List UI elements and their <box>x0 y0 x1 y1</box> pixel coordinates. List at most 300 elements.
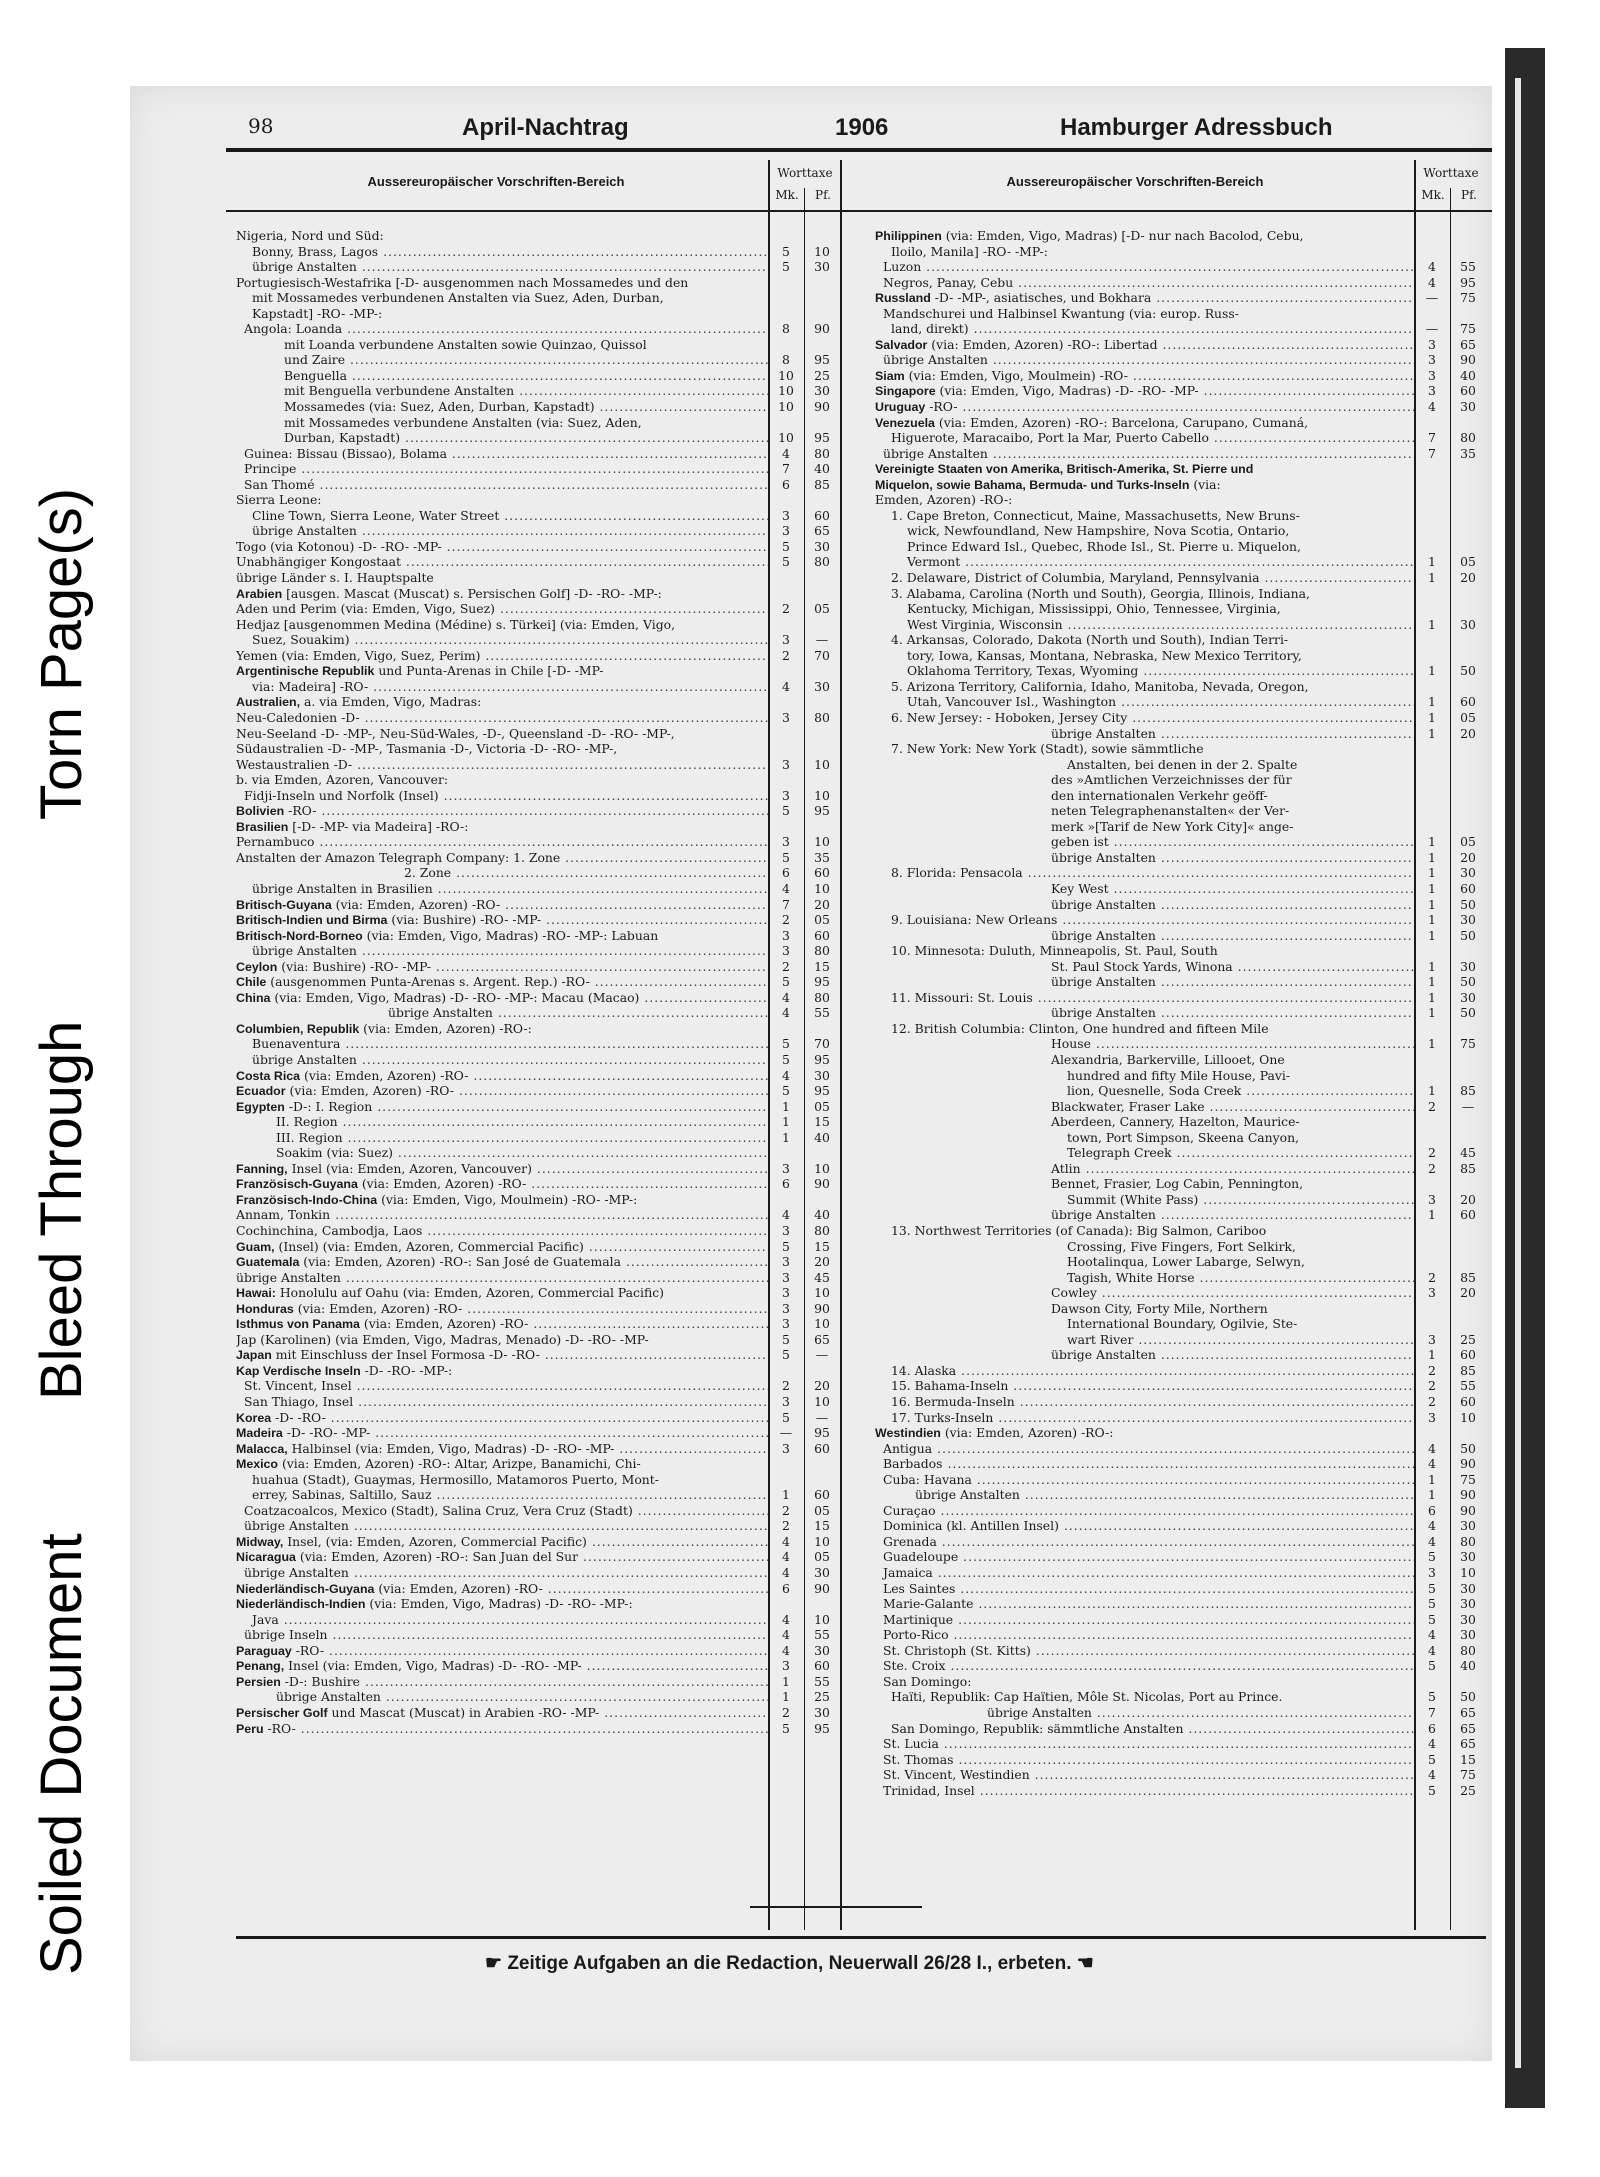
right-entry-mk <box>1414 757 1450 773</box>
left-entry-text: mit Mossamedes verbundene Anstalten (via: Suez, Aden, <box>284 414 642 430</box>
left-entry-text: übrige Länder s. I. Hauptspalte <box>236 570 434 586</box>
right-entry-mk: 2 <box>1428 1145 1436 1161</box>
left-entry-text: Hedjaz [ausgenommen Medina (Médine) s. Türkei] (via: Emden, Vigo, <box>236 616 676 632</box>
left-table-row <box>236 1145 840 1161</box>
right-entry-pf: 30 <box>1460 958 1476 974</box>
left-entry-mk: 2 <box>782 1518 790 1534</box>
left-entry-pf <box>804 337 840 353</box>
left-table-row <box>236 928 840 944</box>
left-entry-pf: 95 <box>814 1051 830 1067</box>
left-table-row <box>236 1627 840 1643</box>
left-entry-text: Soakim (via: Suez) ..... <box>236 1145 768 1161</box>
right-entry-pf: 45 <box>1460 1145 1476 1161</box>
left-entry-text: übrige Anstalten ..... <box>236 523 768 539</box>
right-entry-mk: 1 <box>1428 865 1436 881</box>
left-entry-text: Neu-Caledonien -D- ..... <box>236 710 768 726</box>
left-entry-mk: 3 <box>782 1394 790 1410</box>
left-entry-pf: 20 <box>814 896 830 912</box>
right-entry-text: 2. Delaware, District of Columbia, Maryland, Pennsylvania ..... <box>875 570 1414 586</box>
left-entry-mk <box>768 1192 804 1208</box>
right-entry-text: Atlin ..... <box>875 1161 1414 1177</box>
left-entry-text: Benguella ..... <box>236 368 768 384</box>
right-entry-text: 13. Northwest Territories (of Canada): Big Salmon, Cariboo <box>891 1223 1267 1238</box>
right-entry-text: Bennet, Frasier, Log Cabin, Pennington, <box>1051 1176 1304 1192</box>
right-entry-pf <box>1450 477 1486 493</box>
right-entry-mk <box>1414 461 1450 477</box>
left-entry-mk: 6 <box>782 865 790 881</box>
left-entry-pf: 35 <box>814 849 830 865</box>
right-entry-text: übrige Anstalten ..... <box>875 850 1414 866</box>
left-entry-mk: 2 <box>782 1704 790 1720</box>
right-entry-text: wart River ..... <box>875 1332 1414 1348</box>
left-table-row <box>236 554 840 570</box>
left-entry-pf: — <box>815 632 829 648</box>
right-entry-mk <box>1414 632 1450 648</box>
left-table-row <box>236 974 840 990</box>
right-entry-text: übrige Anstalten ..... <box>875 1207 1414 1223</box>
left-entry-text: übrige Inseln ..... <box>236 1627 768 1643</box>
right-entry-mk <box>1414 1239 1450 1255</box>
right-entry-mk: 3 <box>1428 1565 1436 1581</box>
left-entry-pf: 05 <box>814 1502 830 1518</box>
left-entry-pf: 30 <box>814 259 830 275</box>
right-table-row <box>875 1643 1486 1659</box>
left-entry-pf <box>804 586 840 602</box>
right-table-row <box>875 617 1486 633</box>
right-entry-text: Venezuela (via: Emden, Azoren) -RO-: Barcelona, Carupano, Cumaná, <box>875 414 1309 430</box>
right-entry-text: Uruguay -RO- ..... <box>875 399 1414 415</box>
left-entry-pf: 10 <box>814 243 830 259</box>
left-entry-mk: 5 <box>782 1083 790 1099</box>
left-entry-text: Anstalten der Amazon Telegraph Company: 1. Zone ..... <box>236 850 768 866</box>
right-entry-mk: 5 <box>1428 1580 1436 1596</box>
left-entry-pf: 95 <box>814 430 830 446</box>
right-table-row <box>875 959 1486 975</box>
left-entry-pf <box>804 1363 840 1379</box>
right-table-row <box>875 928 1486 944</box>
right-entry-text: 10. Minnesota: Duluth, Minneapolis, St. Paul, South <box>891 943 1218 959</box>
left-entry-pf: 10 <box>814 1160 830 1176</box>
right-entry-mk: 1 <box>1428 1207 1436 1223</box>
left-entry-mk <box>768 617 804 633</box>
left-entry-mk <box>768 586 804 602</box>
left-entry-pf: 10 <box>814 787 830 803</box>
right-entry-pf: 05 <box>1460 834 1476 850</box>
left-entry-pf: 65 <box>814 523 830 539</box>
right-entry-mk: 2 <box>1428 1394 1436 1410</box>
right-entry-mk: 5 <box>1428 1751 1436 1767</box>
right-table-row <box>875 1596 1486 1612</box>
left-entry-text: Penang, Insel (via: Emden, Vigo, Madras) -D- -RO- -MP- ..... <box>236 1658 768 1674</box>
left-entry-text: Isthmus von Panama (via: Emden, Azoren) -RO- ..... <box>236 1316 768 1332</box>
right-entry-text: Telegraph Creek ..... <box>875 1145 1414 1161</box>
left-entry-text: Fanning, Insel (via: Emden, Azoren, Vancouver) ..... <box>236 1161 768 1177</box>
left-entry-pf <box>804 663 840 679</box>
left-entry-mk: 3 <box>782 1316 790 1332</box>
left-entry-mk: 3 <box>782 927 790 943</box>
right-table-row <box>875 446 1486 462</box>
right-entry-text: St. Paul Stock Yards, Winona ..... <box>875 959 1414 975</box>
right-entry-text: Luzon ..... <box>875 259 1414 275</box>
left-entry-mk: 1 <box>782 1098 790 1114</box>
left-entry-text: Korea -D- -RO- ..... <box>236 1410 768 1426</box>
left-entry-text: Java ..... <box>236 1612 768 1628</box>
left-table-row <box>236 1689 840 1705</box>
right-table-row <box>875 306 1486 322</box>
right-entry-pf: 30 <box>1460 616 1476 632</box>
right-entry-pf <box>1450 1223 1486 1239</box>
right-entry-pf <box>1450 508 1486 524</box>
right-table-row <box>875 1612 1486 1628</box>
left-entry-pf: 60 <box>814 507 830 523</box>
left-entry-mk: 3 <box>782 943 790 959</box>
left-entry-pf: 95 <box>814 1083 830 1099</box>
column-header-rule <box>226 210 1492 212</box>
left-entry-pf: 15 <box>814 958 830 974</box>
left-entry-pf: 05 <box>814 1098 830 1114</box>
right-table-row <box>875 1627 1486 1643</box>
footer-notice: ☛ Zeitige Aufgaben an die Redaction, Neuerwall 26/28 I., erbeten. ☚ <box>485 1953 1094 1974</box>
right-entry-mk <box>1414 492 1450 508</box>
right-entry-text: Porto-Rico ..... <box>875 1627 1414 1643</box>
right-entry-text: Barbados ..... <box>875 1456 1414 1472</box>
left-table-row <box>236 881 840 897</box>
left-entry-mk: 3 <box>782 834 790 850</box>
left-entry-text: St. Vincent, Insel ..... <box>236 1378 768 1394</box>
right-entry-pf: 10 <box>1460 1409 1476 1425</box>
right-entry-mk: — <box>1425 290 1439 306</box>
right-entry-pf <box>1450 1176 1486 1192</box>
right-entry-text: 4. Arkansas, Colorado, Dakota (North und South), Indian Terri- <box>891 632 1289 648</box>
right-entry-text: 14. Alaska ..... <box>875 1363 1414 1379</box>
left-entry-pf: 30 <box>814 1704 830 1720</box>
left-entry-text: Cline Town, Sierra Leone, Water Street ..... <box>236 508 768 524</box>
left-entry-mk: 5 <box>782 803 790 819</box>
right-table-row <box>875 1378 1486 1394</box>
right-entry-text: Siam (via: Emden, Vigo, Moulmein) -RO- ..... <box>875 368 1414 384</box>
left-entry-mk: 10 <box>778 399 794 415</box>
left-entry-pf: 80 <box>814 989 830 1005</box>
right-entry-text: San Domingo: <box>883 1673 972 1689</box>
left-table-row <box>236 1021 840 1037</box>
right-entry-pf: 10 <box>1460 1565 1476 1581</box>
right-entry-pf: 25 <box>1460 1782 1476 1798</box>
left-table-row <box>236 601 840 617</box>
right-table-row <box>875 337 1486 353</box>
right-entry-mk: 1 <box>1428 958 1436 974</box>
left-entry-pf: 80 <box>814 445 830 461</box>
right-entry-pf: 60 <box>1460 1394 1476 1410</box>
right-entry-text: West Virginia, Wisconsin ..... <box>875 617 1414 633</box>
right-entry-text: übrige Anstalten ..... <box>875 352 1414 368</box>
left-entry-pf: 30 <box>814 1642 830 1658</box>
left-entry-text: Guatemala (via: Emden, Azoren) -RO-: San José de Guatemala ..... <box>236 1254 768 1270</box>
left-entry-mk: 3 <box>782 1160 790 1176</box>
right-entry-mk: 1 <box>1428 834 1436 850</box>
left-entry-pf <box>804 1021 840 1037</box>
left-entry-mk: 2 <box>782 601 790 617</box>
left-entry-pf: 40 <box>814 1207 830 1223</box>
adjacent-page-edge <box>1505 48 1545 2108</box>
left-table-row <box>236 1130 840 1146</box>
right-table-row <box>875 1021 1486 1037</box>
right-entry-mk: 5 <box>1428 1689 1436 1705</box>
right-entry-pf: 35 <box>1460 445 1476 461</box>
left-table-row <box>236 352 840 368</box>
left-table-row <box>236 228 840 244</box>
right-entry-pf: 55 <box>1460 259 1476 275</box>
left-entry-mk: 3 <box>782 1223 790 1238</box>
right-entry-pf: 30 <box>1460 399 1476 415</box>
right-entry-mk <box>1414 1068 1450 1084</box>
left-table-row <box>236 1036 840 1052</box>
left-entry-text: Persischer Golf und Mascat (Muscat) in Arabien -RO- -MP- ..... <box>236 1705 768 1721</box>
left-table-row <box>236 1301 840 1317</box>
right-table-row <box>875 1083 1486 1099</box>
right-entry-text: übrige Anstalten ..... <box>875 1005 1414 1021</box>
left-entry-mk: 8 <box>782 321 790 337</box>
right-table-row <box>875 554 1486 570</box>
right-table-row <box>875 1534 1486 1550</box>
right-table-row <box>875 1068 1486 1084</box>
right-entry-text: Aberdeen, Cannery, Hazelton, Maurice- <box>1051 1114 1300 1130</box>
left-table-row <box>236 383 840 399</box>
left-table-row <box>236 275 840 291</box>
right-table-row <box>875 788 1486 804</box>
left-entry-text: Jap (Karolinen) (via Emden, Vigo, Madras, Menado) -D- -RO- -MP- <box>236 1331 649 1347</box>
left-table-row <box>236 1176 840 1192</box>
left-entry-pf: 10 <box>814 1316 830 1332</box>
right-entry-pf: 75 <box>1460 1036 1476 1052</box>
left-entry-mk: 4 <box>782 1627 790 1643</box>
left-entry-mk: 4 <box>782 989 790 1005</box>
left-entry-pf: 70 <box>814 1036 830 1052</box>
left-entry-pf: 10 <box>814 1285 830 1301</box>
right-entry-pf: 20 <box>1460 570 1476 586</box>
right-table-row <box>875 1036 1486 1052</box>
right-entry-mk: 1 <box>1428 1083 1436 1099</box>
right-table-row <box>875 865 1486 881</box>
left-pf-header: Pf. <box>815 188 831 202</box>
right-entry-pf <box>1450 1021 1486 1037</box>
left-entry-pf: 10 <box>814 834 830 850</box>
right-table-row <box>875 897 1486 913</box>
left-table-row <box>236 1565 840 1581</box>
left-table-row <box>236 679 840 695</box>
right-entry-text: tory, Iowa, Kansas, Montana, Nebraska, New Mexico Territory, <box>907 647 1302 663</box>
left-entry-text: Costa Rica (via: Emden, Azoren) -RO- ..... <box>236 1068 768 1084</box>
left-entry-pf: 80 <box>814 1223 830 1238</box>
right-entry-mk <box>1414 943 1450 959</box>
left-entry-text: Sierra Leone: <box>236 492 322 508</box>
right-entry-text: San Domingo, Republik: sämmtliche Anstalten ..... <box>875 1721 1414 1737</box>
left-entry-mk: 5 <box>782 243 790 259</box>
left-table-row <box>236 306 840 322</box>
left-entry-pf <box>804 415 840 431</box>
left-table-row <box>236 1239 840 1255</box>
right-table-row <box>875 1394 1486 1410</box>
right-entry-text: Dominica (kl. Antillen Insel) ..... <box>875 1518 1414 1534</box>
left-table-row <box>236 648 840 664</box>
right-entry-text: lion, Quesnelle, Soda Creek ..... <box>875 1083 1414 1099</box>
left-entry-mk: 4 <box>782 880 790 896</box>
left-entry-pf: 25 <box>814 367 830 383</box>
right-entry-mk <box>1414 741 1450 757</box>
right-entry-mk: 2 <box>1428 1160 1436 1176</box>
right-table-row <box>875 492 1486 508</box>
right-entry-text: Tagish, White Horse ..... <box>875 1270 1414 1286</box>
right-table-row <box>875 1456 1486 1472</box>
right-entry-pf: 30 <box>1460 865 1476 881</box>
left-entry-text: Arabien [ausgen. Mascat (Muscat) s. Persischen Golf] -D- -RO- -MP-: <box>236 585 662 601</box>
right-table-row <box>875 726 1486 742</box>
left-table-row <box>236 461 840 477</box>
right-table-row <box>875 741 1486 757</box>
right-entry-mk: 1 <box>1428 1471 1436 1487</box>
right-entry-text: Antigua ..... <box>875 1441 1414 1457</box>
right-entry-mk <box>1414 1052 1450 1068</box>
right-entry-mk: 4 <box>1428 1533 1436 1549</box>
left-entry-text: Pernambuco ..... <box>236 834 768 850</box>
right-entry-pf: 75 <box>1460 321 1476 337</box>
right-table-row <box>875 1425 1486 1441</box>
left-entry-mk <box>768 772 804 788</box>
right-table-column <box>875 228 1486 1798</box>
left-table-row <box>236 726 840 742</box>
left-table-row <box>236 1005 840 1021</box>
left-table-row <box>236 1223 840 1239</box>
left-entry-pf <box>804 617 840 633</box>
pointing-hand-icon-right: ☚ <box>1071 1953 1094 1974</box>
right-table-row <box>875 352 1486 368</box>
right-entry-mk: 1 <box>1428 1005 1436 1021</box>
right-entry-pf: 80 <box>1460 1533 1476 1549</box>
right-entry-text: Crossing, Five Fingers, Fort Selkirk, <box>1067 1238 1296 1254</box>
left-entry-mk: 3 <box>782 1658 790 1674</box>
left-entry-mk: 3 <box>782 632 790 648</box>
left-table-row <box>236 663 840 679</box>
right-entry-pf <box>1450 586 1486 602</box>
right-table-row <box>875 1472 1486 1488</box>
left-entry-mk <box>768 1021 804 1037</box>
left-entry-mk <box>768 570 804 586</box>
right-entry-mk: 1 <box>1428 974 1436 990</box>
left-entry-pf: 95 <box>814 803 830 819</box>
right-entry-text: 9. Louisiana: New Orleans ..... <box>875 912 1414 928</box>
left-entry-text: Persien -D-: Bushire ..... <box>236 1674 768 1690</box>
left-table-row <box>236 1347 840 1363</box>
left-table-row <box>236 1674 840 1690</box>
right-entry-mk: 3 <box>1428 1331 1436 1347</box>
left-table-row <box>236 415 840 431</box>
pointing-hand-icon-left: ☛ <box>485 1953 508 1974</box>
right-table-row <box>875 259 1486 275</box>
right-table-row <box>875 383 1486 399</box>
right-entry-text: 15. Bahama-Inseln ..... <box>875 1378 1414 1394</box>
left-entry-mk: 4 <box>782 1005 790 1021</box>
right-entry-text: St. Christoph (St. Kitts) ..... <box>875 1643 1414 1659</box>
right-entry-text: Hootalinqua, Lower Labarge, Selwyn, <box>1067 1254 1305 1270</box>
right-entry-mk: 6 <box>1428 1502 1436 1518</box>
left-entry-mk: 3 <box>782 787 790 803</box>
left-table-row <box>236 959 840 975</box>
left-entry-text: Buenaventura ..... <box>236 1036 768 1052</box>
right-table-row <box>875 881 1486 897</box>
right-entry-mk: 4 <box>1428 1767 1436 1783</box>
right-entry-pf <box>1450 492 1486 508</box>
left-entry-pf: 80 <box>814 943 830 959</box>
left-entry-text: Malacca, Halbinsel (via: Emden, Vigo, Madras) -D- -RO- -MP- ..... <box>236 1441 768 1457</box>
right-entry-mk <box>1414 772 1450 788</box>
left-entry-mk: 5 <box>782 259 790 275</box>
right-entry-text: Les Saintes ..... <box>875 1581 1414 1597</box>
right-entry-mk <box>1414 1223 1450 1239</box>
right-table-row <box>875 1658 1486 1674</box>
right-table-row <box>875 990 1486 1006</box>
left-entry-text: Peru -RO- ..... <box>236 1721 768 1737</box>
right-entry-text: Curaçao ..... <box>875 1503 1414 1519</box>
right-entry-text: übrige Anstalten ..... <box>875 1347 1414 1363</box>
right-entry-mk: 3 <box>1428 1409 1436 1425</box>
right-entry-mk: 1 <box>1428 709 1436 725</box>
left-entry-mk: 5 <box>782 1238 790 1254</box>
left-entry-pf: 10 <box>814 880 830 896</box>
left-table-row <box>236 1643 840 1659</box>
right-entry-text: übrige Anstalten ..... <box>875 726 1414 742</box>
right-entry-mk <box>1414 679 1450 695</box>
left-table-row <box>236 1363 840 1379</box>
left-mk-header: Mk. <box>775 188 799 202</box>
right-mk-header: Mk. <box>1421 188 1445 202</box>
footer-rule <box>236 1936 1486 1939</box>
right-entry-mk: 1 <box>1428 912 1436 928</box>
left-entry-text: mit Mossamedes verbundenen Anstalten via Suez, Aden, Durban, <box>252 290 664 306</box>
right-entry-pf <box>1450 679 1486 695</box>
right-table-row <box>875 1301 1486 1317</box>
left-entry-pf: 05 <box>814 601 830 617</box>
right-table-row <box>875 819 1486 835</box>
left-table-row <box>236 1472 840 1488</box>
right-table-row <box>875 1005 1486 1021</box>
left-entry-pf: 30 <box>814 538 830 554</box>
right-entry-text: übrige Anstalten ..... <box>875 1487 1414 1503</box>
left-entry-pf: 10 <box>814 756 830 772</box>
left-entry-mk: 5 <box>782 538 790 554</box>
right-entry-text: Cuba: Havana ..... <box>875 1472 1414 1488</box>
left-entry-text: Australien, a. via Emden, Vigo, Madras: <box>236 694 482 710</box>
left-entry-text: Nicaragua (via: Emden, Azoren) -RO-: San Juan del Sur ..... <box>236 1549 768 1565</box>
right-table-row <box>875 772 1486 788</box>
right-table-row <box>875 1114 1486 1130</box>
left-entry-pf <box>804 1596 840 1612</box>
right-table-row <box>875 523 1486 539</box>
right-entry-pf: 20 <box>1460 725 1476 741</box>
right-entry-mk <box>1414 1130 1450 1146</box>
right-table-row <box>875 694 1486 710</box>
right-entry-pf <box>1450 523 1486 539</box>
left-entry-text: übrige Anstalten ..... <box>236 1518 768 1534</box>
left-table-row <box>236 1052 840 1068</box>
right-table-row <box>875 461 1486 477</box>
left-entry-text: übrige Anstalten ..... <box>236 1052 768 1068</box>
left-entry-pf <box>804 741 840 757</box>
left-entry-pf <box>804 819 840 835</box>
right-entry-pf: 65 <box>1460 336 1476 352</box>
right-entry-mk <box>1414 788 1450 804</box>
right-table-row <box>875 1518 1486 1534</box>
right-entry-text: 1. Cape Breton, Connecticut, Maine, Massachusetts, New Bruns- <box>891 507 1300 523</box>
left-entry-mk: 1 <box>782 1129 790 1145</box>
